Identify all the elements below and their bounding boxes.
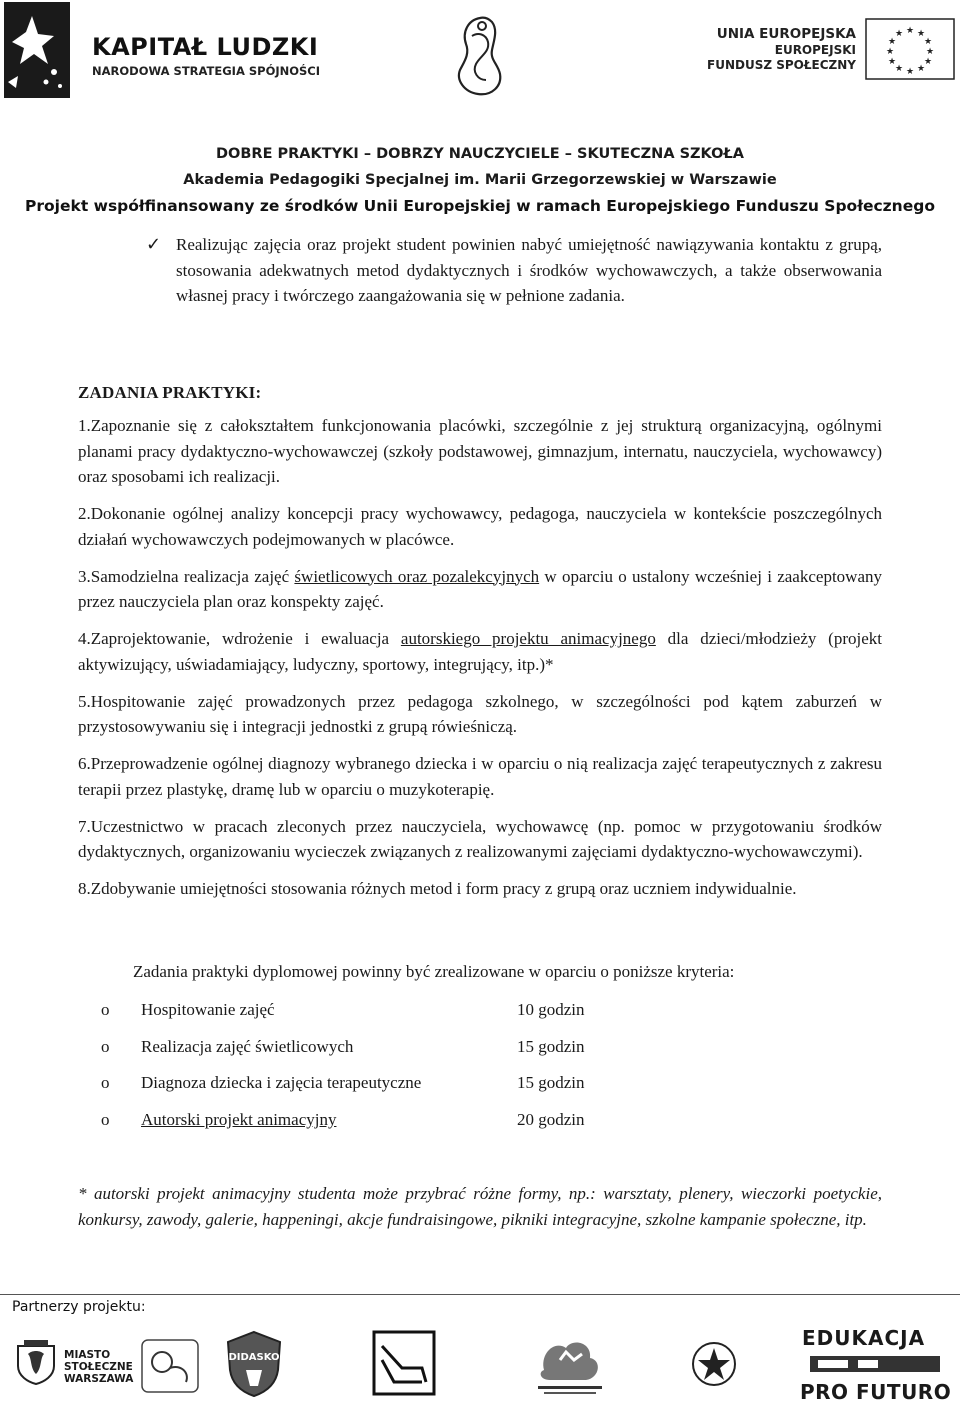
criteria-name: Hospitowanie zajęć — [141, 1000, 275, 1019]
criteria-hours: 20 godzin — [517, 1110, 585, 1129]
svg-text:★: ★ — [887, 37, 897, 47]
partner-school-logo — [140, 1338, 200, 1394]
criteria-name: Realizacja zajęć świetlicowych — [141, 1037, 354, 1056]
task-item-4 — [78, 626, 882, 677]
task-3-rest: w oparciu o ustalony wcześniej i zaakceptowany przez nauczyciela plan oraz konspekty zajęć. — [78, 566, 882, 611]
svg-text:★: ★ — [885, 47, 895, 57]
eu-line-2: EUROPEJSKI — [774, 43, 856, 57]
intro-paragraph — [146, 232, 882, 309]
intro-text: Realizując zajęcia oraz projekt student powinien nabyć umiejętność nawiązywania kontaktu z grupą, stosowania adekwatnych metod dydaktycznych i środków wychowawczych, a także obserwowania własnej pracy i twórczego zaangażowania się w pełnione zadania. — [176, 235, 882, 305]
svg-text:★: ★ — [905, 26, 915, 36]
task-4-underlined: autorskiego projektu animacyjnego — [400, 629, 656, 648]
didasko-shield-logo — [224, 1330, 284, 1398]
program-subtitle: NARODOWA STRATEGIA SPÓJNOŚCI — [92, 64, 321, 78]
bullet-icon: o — [101, 1037, 110, 1056]
svg-text:★: ★ — [894, 64, 904, 74]
svg-text:★: ★ — [925, 47, 935, 57]
svg-text:★: ★ — [923, 37, 933, 47]
svg-text:★: ★ — [905, 67, 915, 77]
bullet-icon: o — [101, 1110, 110, 1129]
warsaw-line-2: STOŁECZNE — [64, 1361, 133, 1373]
kapital-ludzki-logo — [4, 2, 70, 98]
checkmark-icon: ✓ — [146, 234, 162, 255]
task-4-rest: dla dzieci/młodzieży (projekt aktywizujący, uświadamiający, ludyczny, sportowy, integrujący, itp.)* — [78, 629, 882, 674]
didasko-text: DIDASKO — [228, 1352, 280, 1363]
task-item-5: 5.Hospitowanie zajęć prowadzonych przez pedagoga szkolnego, w szczególności pod kątem zaburzeń w przystosowywaniu się i integracji jednostki z grupą rówieśniczą. — [78, 691, 882, 736]
criteria-hours: 15 godzin — [517, 1073, 585, 1092]
project-institution: Akademia Pedagogiki Specjalnej im. Marii Grzegorzewskiej w Warszawie — [183, 172, 777, 188]
task-item-1: 1.Zapoznanie się z całokształtem funkcjonowania placówki, szczególnie z jej strukturą organizacyjną, ogólnymi planami pracy dydaktyczno-wychowawczej (szkoły podstawowej, gimnazjum, internatu, nauczyciela, wychowawcy) oraz sposobami ich realizacji. — [78, 416, 882, 486]
criteria-name: Autorski projekt animacyjny — [141, 1110, 337, 1129]
program-title: KAPITAŁ LUDZKI — [92, 33, 319, 61]
eu-line-3: FUNDUSZ SPOŁECZNY — [707, 58, 856, 72]
footer-divider — [0, 1294, 960, 1295]
eu-flag-icon — [865, 18, 955, 80]
svg-text:★: ★ — [887, 57, 897, 67]
svg-text:★: ★ — [894, 29, 904, 39]
partners-label: Partnerzy projektu: — [12, 1299, 146, 1315]
integration-school-logo — [530, 1330, 610, 1398]
eu-label — [707, 26, 856, 73]
edukacja-logo-bar — [810, 1352, 940, 1376]
edukacja-logo-text: EDUKACJA — [802, 1326, 926, 1350]
svg-text:★: ★ — [916, 64, 926, 74]
project-title: DOBRE PRAKTYKI – DOBRZY NAUCZYCIELE – SKUTECZNA SZKOŁA — [215, 146, 744, 162]
svg-text:★: ★ — [923, 57, 933, 67]
society-badge-logo — [690, 1328, 738, 1400]
warsaw-logo-text — [64, 1349, 133, 1385]
footnote: * autorski projekt animacyjny studenta może przybrać różne formy, np.: warsztaty, plenery, wieczorki poetyckie, konkursy, zawody, galerie, happeningi, akcje fundraisingowe, pikniki integracyjne, szkolne kampanie społeczne, itp. — [78, 1184, 882, 1229]
task-3-text: 3.Samodzielna realizacja zajęć — [78, 566, 295, 586]
criteria-hours: 10 godzin — [517, 1000, 585, 1019]
criteria-intro: Zadania praktyki dyplomowej powinny być zrealizowane w oparciu o poniższe kryteria: — [133, 962, 735, 981]
eu-line-1: UNIA EUROPEJSKA — [716, 26, 856, 42]
task-item-2: 2.Dokonanie ogólnej analizy koncepcji pracy wychowawcy, pedagoga, nauczyciela w kontekście poszczególnych działań wychowawczych podejmowanych w placówce. — [78, 504, 882, 549]
section-title: ZADANIA PRAKTYKI: — [78, 383, 262, 402]
task-item-6: 6.Przeprowadzenie ogólnej diagnozy wybranego dziecka i w oparciu o nią realizacja zajęć terapeutycznych z zakresu terapii przez plastykę, dramę lub w oparciu o muzykoterapię. — [78, 754, 882, 799]
warsaw-coat-of-arms-logo — [14, 1340, 58, 1386]
criteria-hours: 15 godzin — [517, 1037, 585, 1056]
task-item-7: 7.Uczestnictwo w pracach zleconych przez nauczyciela, wychowawcę (np. pomoc w przygotowaniu środków dydaktycznych, organizowaniu wycieczek związanych z realizowanymi zajęciami dydaktyczno-wychowawczymi). — [78, 816, 882, 861]
partner-frame-logo — [372, 1330, 436, 1396]
task-item-8: 8.Zdobywanie umiejętności stosowania różnych metod i form pracy z grupą oraz uczniem indywidualnie. — [78, 879, 797, 898]
warsaw-line-3: WARSZAWA — [64, 1373, 134, 1385]
task-item-3 — [78, 564, 882, 615]
profuturo-logo-text: PRO FUTURO — [800, 1380, 952, 1404]
aps-emblem-logo — [452, 14, 508, 98]
bullet-icon: o — [101, 1073, 110, 1092]
project-funding-note: Projekt współfinansowany ze środków Unii Europejskiej w ramach Europejskiego Funduszu Społecznego — [25, 197, 935, 215]
bullet-icon: o — [101, 1000, 110, 1019]
task-4-text: 4.Zaprojektowanie, wdrożenie i ewaluacja — [78, 629, 401, 648]
criteria-name: Diagnoza dziecka i zajęcia terapeutyczne — [141, 1073, 422, 1092]
task-3-underlined: świetlicowych oraz pozalekcyjnych — [294, 566, 540, 586]
warsaw-line-1: MIASTO — [64, 1349, 111, 1361]
task-list — [78, 413, 882, 913]
svg-text:★: ★ — [916, 29, 926, 39]
